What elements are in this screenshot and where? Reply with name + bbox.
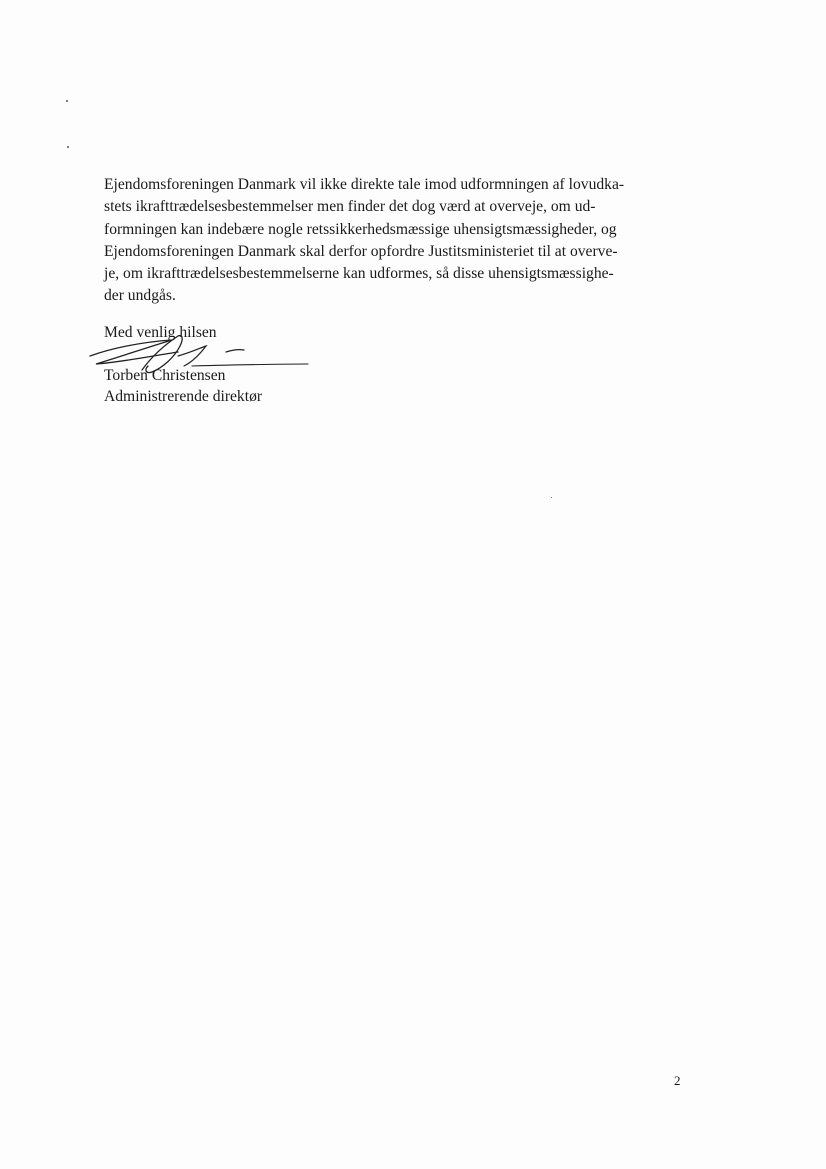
page-number: 2 [674, 1073, 681, 1088]
signer-name: Torben Christensen [104, 367, 226, 384]
body-line: je, om ikrafttrædelsesbestemmelserne kan udformes, så disse uhensigtsmæssighe- [104, 265, 614, 283]
letter-closing: Med venlig hilsen [104, 324, 217, 341]
scan-speck [551, 497, 552, 498]
body-line: formningen kan indebære nogle retssikkerhedsmæssige uhensigtsmæssigheder, og [104, 220, 617, 238]
body-line: stets ikrafttrædelsesbestemmelser men finder det dog værd at overveje, om ud- [104, 198, 596, 216]
scan-speck [66, 100, 68, 102]
letter-body [104, 174, 664, 308]
body-line: Ejendomsforeningen Danmark vil ikke direkte tale imod udformningen af lovudka- [104, 176, 625, 193]
scan-speck [67, 146, 69, 148]
body-line: der undgås. [104, 287, 176, 305]
signer-title: Administrerende direktør [104, 388, 263, 405]
body-line: Ejendomsforeningen Danmark skal derfor opfordre Justitsministeriet til at overve- [104, 242, 618, 260]
